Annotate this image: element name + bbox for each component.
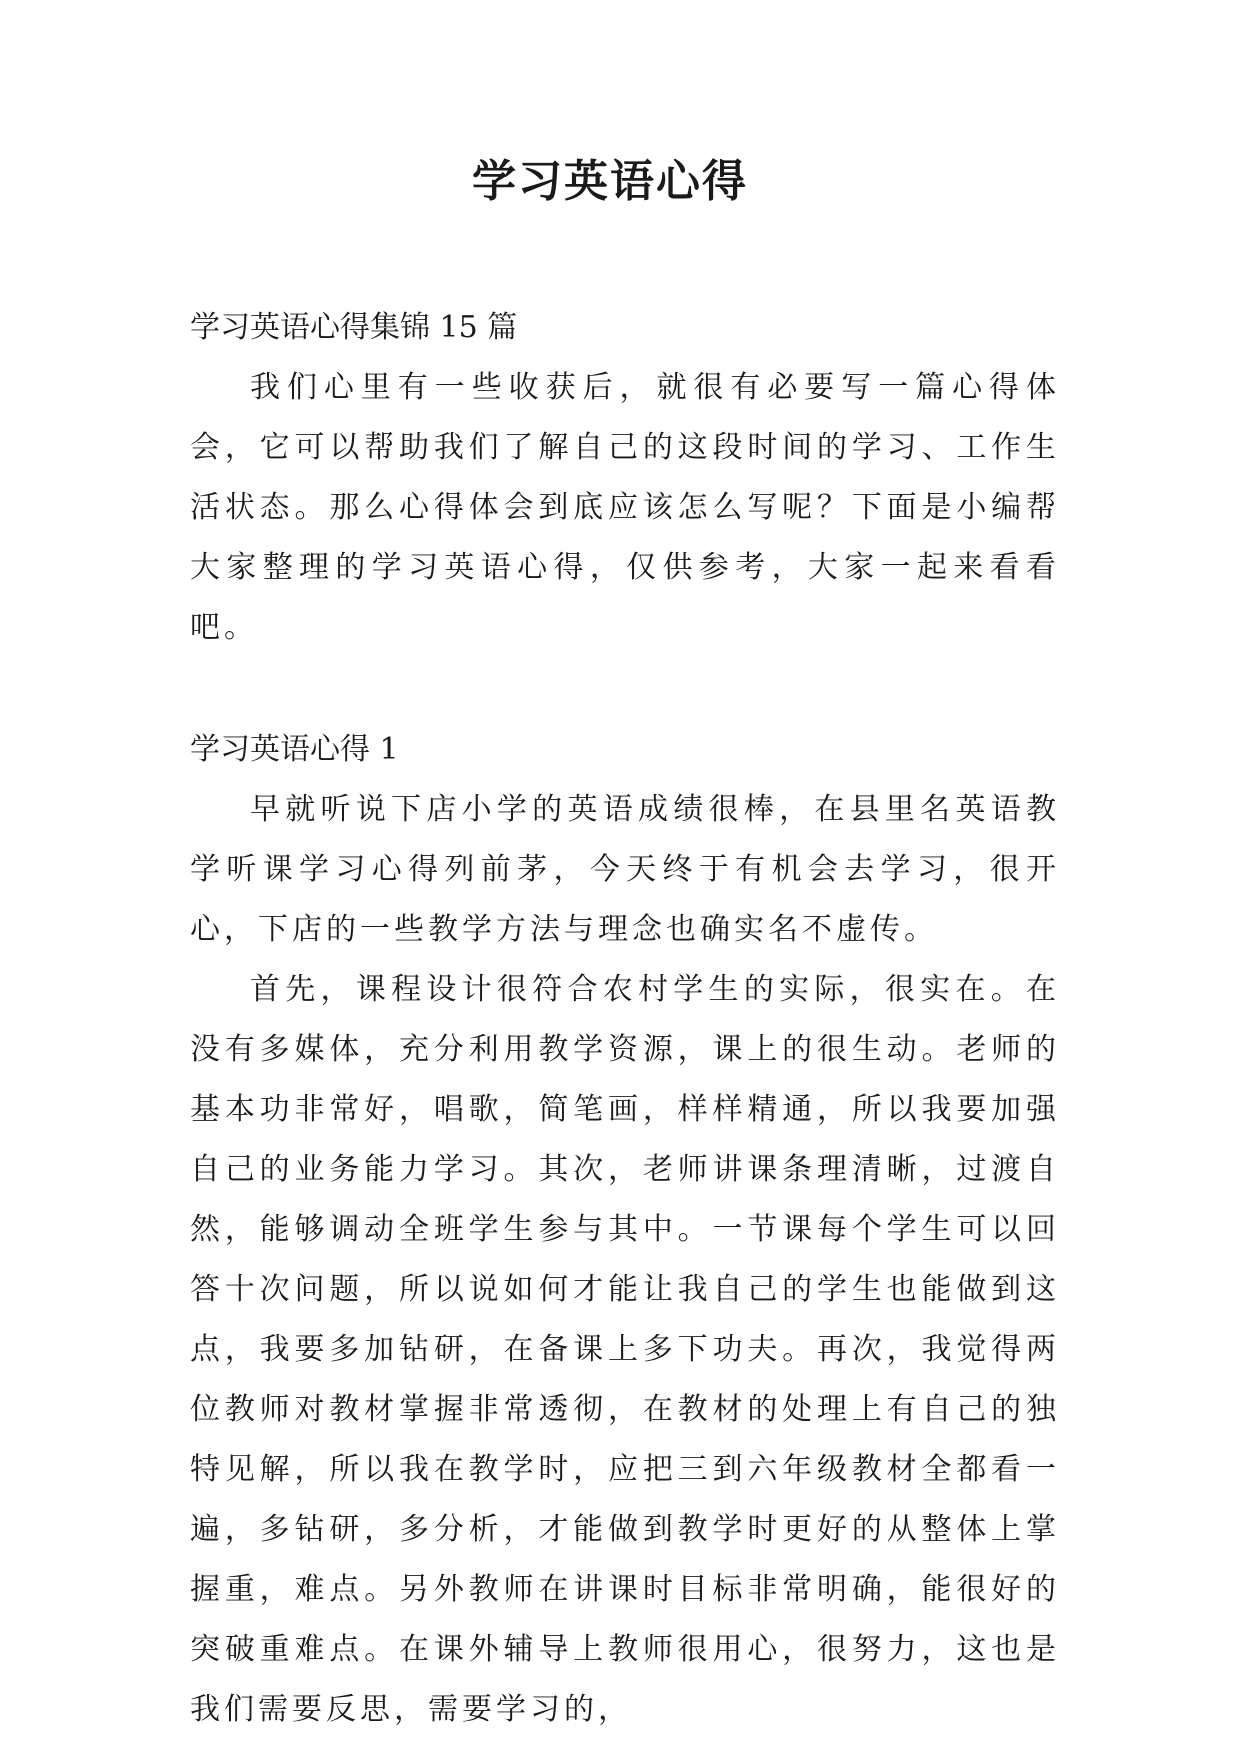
document-title: 学习英语心得 — [472, 156, 748, 207]
document-page — [190, 150, 1060, 1740]
section-heading: 学习英语心得 1 — [190, 732, 399, 767]
document-subtitle: 学习英语心得集锦 15 篇 — [190, 310, 518, 345]
intro-paragraph: 我们心里有一些收获后，就很有必要写一篇心得体会，它可以帮助我们了解自己的这段时间的学习、工作生活状态。那么心得体会到底应该怎么写呢？下面是小编帮大家整理的学习英语心得，仅供参考，大家一起来看看吧。 — [190, 370, 1060, 645]
section-paragraph-1: 早就听说下店小学的英语成绩很棒，在县里名英语教学听课学习心得列前茅，今天终于有机会去学习，很开心，下店的一些教学方法与理念也确实名不虚传。 — [190, 792, 1060, 947]
section-paragraph-2: 首先，课程设计很符合农村学生的实际，很实在。在没有多媒体，充分利用教学资源，课上的很生动。老师的基本功非常好，唱歌，简笔画，样样精通，所以我要加强自己的业务能力学习。其次，老师讲课条理清晰，过渡自然，能够调动全班学生参与其中。一节课每个学生可以回答十次问题，所以说如何才能让我自己的学生也能做到这点，我要多加钻研，在备课上多下功夫。再次，我觉得两位教师对教材掌握非常透彻，在教材的处理上有自己的独特见解，所以我在教学时，应把三到六年级教材全都看一遍，多钻研，多分析，才能做到教学时更好的从整体上掌握重，难点。另外教师在讲课时目标非常明确，能很好的突破重难点。在课外辅导上教师很用心，很努力，这也是我们需要反思，需要学习的， — [190, 972, 1060, 1727]
